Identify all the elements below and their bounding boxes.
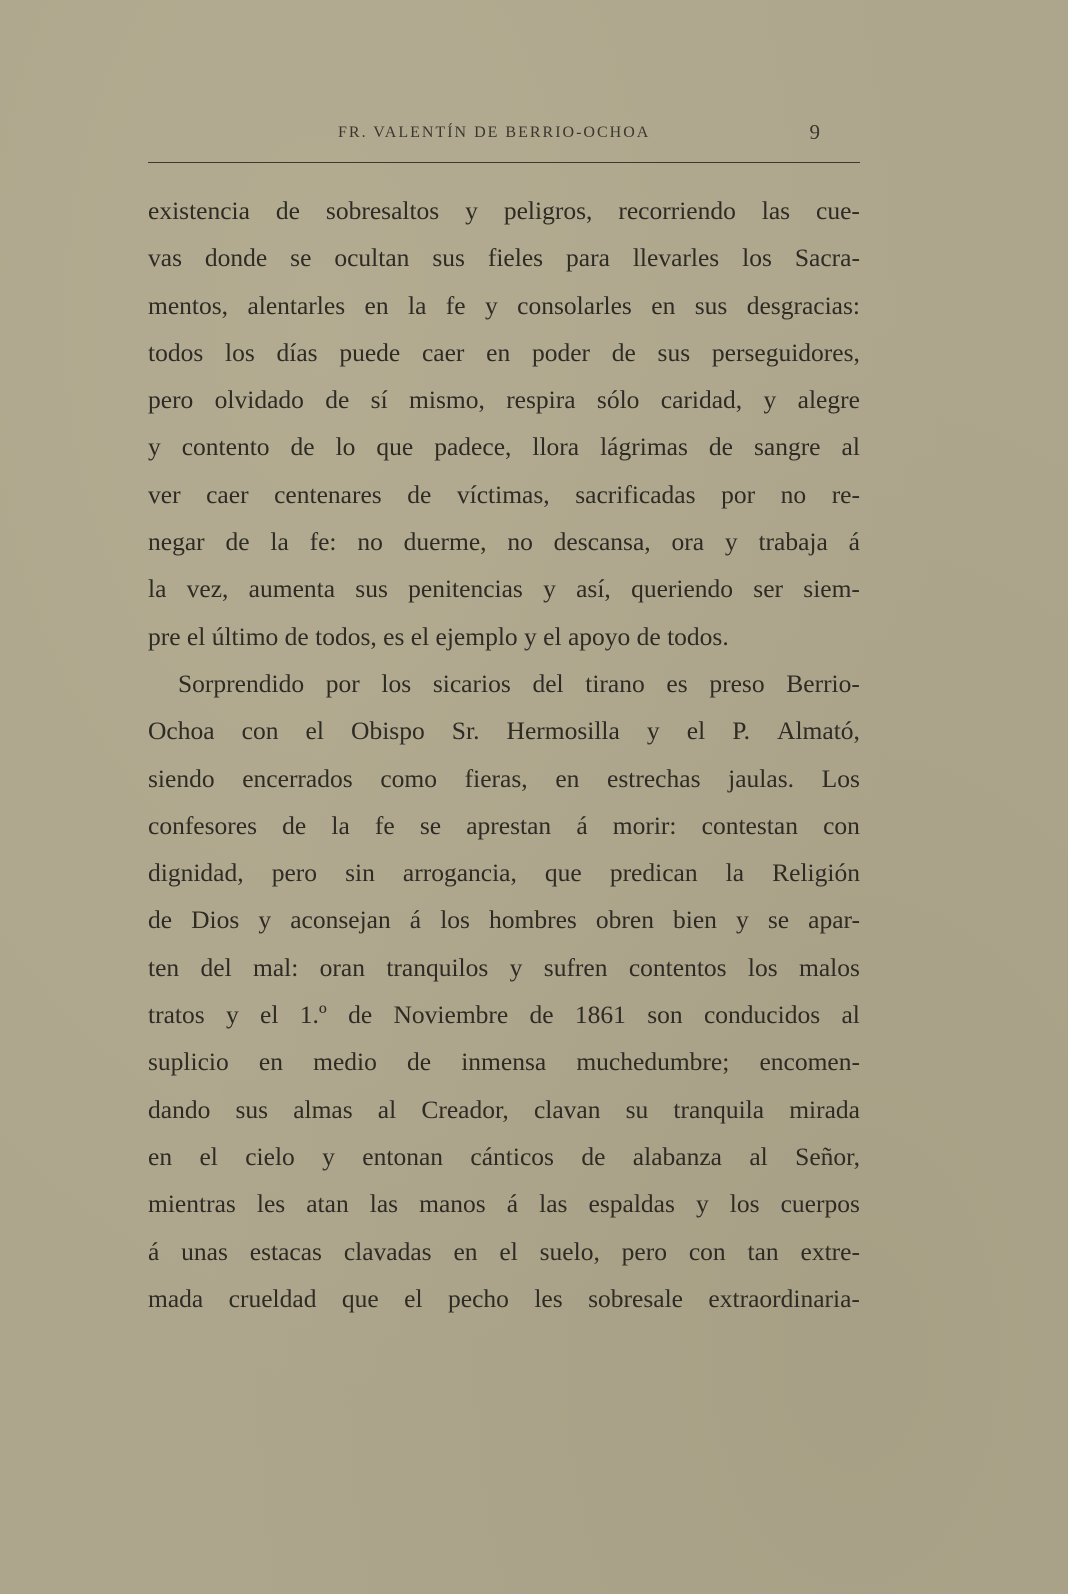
word: tirano bbox=[585, 668, 645, 698]
word: padece, bbox=[434, 432, 512, 462]
word: fieles bbox=[487, 243, 544, 273]
word: las bbox=[539, 1189, 568, 1219]
word: sobresale bbox=[588, 1283, 683, 1313]
word: fe bbox=[374, 810, 395, 840]
word: les bbox=[256, 1189, 286, 1219]
word: Los bbox=[821, 763, 860, 793]
word: con bbox=[823, 810, 860, 840]
word: de bbox=[581, 1141, 606, 1171]
word: tranquila bbox=[673, 1094, 765, 1124]
word: apar- bbox=[808, 905, 860, 935]
word: el bbox=[199, 1141, 218, 1171]
text-line bbox=[148, 1180, 860, 1227]
word: extre- bbox=[800, 1236, 860, 1266]
word: donde bbox=[204, 243, 268, 273]
word: mismo, bbox=[409, 385, 485, 415]
word: su bbox=[625, 1094, 649, 1124]
word: vas bbox=[148, 243, 182, 273]
word: el bbox=[686, 716, 706, 746]
text-line bbox=[148, 329, 860, 376]
word: que bbox=[544, 858, 582, 888]
word: al bbox=[377, 1094, 397, 1124]
word: así, bbox=[576, 574, 611, 604]
word: siem- bbox=[803, 574, 860, 604]
word: ten bbox=[148, 952, 180, 982]
word: y bbox=[148, 432, 161, 462]
word: penitencias bbox=[408, 574, 523, 604]
word: arrogancia, bbox=[402, 858, 517, 888]
word: existencia bbox=[148, 196, 250, 225]
word: lágrimas bbox=[600, 432, 688, 462]
word: medio bbox=[313, 1047, 377, 1077]
word: Berrio- bbox=[786, 668, 860, 698]
word: sin bbox=[345, 858, 375, 888]
word: cue- bbox=[816, 196, 860, 225]
text-line bbox=[148, 187, 860, 234]
word: en bbox=[555, 763, 580, 793]
word: encerrados bbox=[242, 763, 353, 793]
word: Almató, bbox=[777, 716, 860, 746]
word: sacrificadas bbox=[575, 479, 696, 509]
running-title: FR. VALENTÍN DE BERRIO-OCHOA bbox=[338, 124, 651, 141]
word: aprestan bbox=[466, 810, 552, 840]
word: del bbox=[200, 952, 232, 982]
word: oran bbox=[319, 952, 365, 982]
word: consolarles bbox=[517, 290, 632, 320]
word: tan bbox=[747, 1236, 779, 1266]
word: Sacra- bbox=[794, 243, 860, 273]
word: las bbox=[761, 196, 791, 225]
word: muchedumbre; bbox=[576, 1047, 730, 1077]
word: Señor, bbox=[795, 1141, 860, 1171]
word: cánticos bbox=[470, 1141, 554, 1171]
word: del bbox=[532, 668, 564, 698]
word: sus bbox=[657, 337, 691, 367]
word: cuerpos bbox=[780, 1189, 860, 1219]
word: pero bbox=[271, 858, 317, 888]
word: al bbox=[749, 1141, 768, 1171]
text-line bbox=[148, 565, 860, 612]
word: por bbox=[325, 668, 360, 698]
word: son bbox=[647, 1000, 683, 1030]
page-number: 9 bbox=[809, 120, 820, 144]
word: sufren bbox=[543, 952, 608, 982]
word: y bbox=[509, 952, 523, 982]
word: pecho bbox=[448, 1283, 509, 1313]
word: morir: bbox=[612, 810, 677, 840]
word: suplicio bbox=[148, 1047, 229, 1077]
word: caer bbox=[421, 337, 465, 367]
word: P. bbox=[732, 716, 750, 746]
word: se bbox=[767, 905, 790, 935]
word: se bbox=[419, 810, 442, 840]
word: inmensa bbox=[461, 1047, 547, 1077]
word: por bbox=[721, 479, 756, 509]
word: atan bbox=[306, 1189, 349, 1219]
word: los bbox=[742, 243, 772, 273]
text-line bbox=[148, 1038, 860, 1085]
word: en bbox=[486, 337, 511, 367]
word: preso bbox=[709, 668, 765, 698]
text-line bbox=[148, 1228, 860, 1275]
word: días bbox=[276, 337, 318, 367]
word: mada bbox=[148, 1283, 204, 1313]
word: el bbox=[260, 1000, 279, 1030]
word: y bbox=[646, 716, 660, 746]
word: y bbox=[695, 1189, 709, 1219]
word: la bbox=[408, 290, 427, 320]
word: y bbox=[322, 1141, 335, 1171]
word: sus bbox=[355, 574, 388, 604]
word: las bbox=[369, 1189, 399, 1219]
word: á bbox=[506, 1189, 519, 1219]
word: perseguidores, bbox=[711, 337, 860, 367]
word: obren bbox=[595, 905, 654, 935]
word: tratos bbox=[148, 1000, 205, 1030]
word: á bbox=[848, 527, 860, 557]
word: de bbox=[529, 1000, 554, 1030]
word: unas bbox=[181, 1236, 228, 1266]
word: manos bbox=[419, 1189, 486, 1219]
word: Dios bbox=[191, 905, 240, 935]
text-line bbox=[148, 660, 860, 707]
word: á bbox=[148, 1236, 160, 1266]
word: clavan bbox=[533, 1094, 601, 1124]
text-line bbox=[148, 991, 860, 1038]
word: Sorprendido bbox=[178, 668, 305, 698]
word: en bbox=[453, 1236, 478, 1266]
word: sólo bbox=[596, 385, 640, 415]
word: olvidado bbox=[214, 385, 304, 415]
word: en bbox=[148, 1141, 173, 1171]
word: Noviembre bbox=[393, 1000, 509, 1030]
word: llevarles bbox=[632, 243, 720, 273]
text-line bbox=[148, 849, 860, 896]
word: los bbox=[381, 668, 412, 698]
word: sus bbox=[432, 243, 465, 273]
word: desgracias: bbox=[746, 290, 860, 320]
word: Sr. bbox=[451, 716, 480, 746]
word: jaulas. bbox=[728, 763, 795, 793]
word: es bbox=[666, 668, 688, 698]
word: la bbox=[331, 810, 350, 840]
word: sus bbox=[235, 1094, 269, 1124]
text-line bbox=[148, 471, 860, 518]
word: malos bbox=[799, 952, 860, 982]
word: caridad, bbox=[660, 385, 743, 415]
word: ocultan bbox=[334, 243, 410, 273]
word: almas bbox=[293, 1094, 353, 1124]
word: el bbox=[305, 716, 324, 746]
word: de bbox=[282, 810, 307, 840]
text-line bbox=[148, 423, 860, 470]
word: llora bbox=[532, 432, 580, 462]
text-line bbox=[148, 613, 860, 660]
word: contestan bbox=[701, 810, 798, 840]
text-line bbox=[148, 234, 860, 281]
word: no bbox=[780, 479, 807, 509]
word: de bbox=[708, 432, 733, 462]
word: Obispo bbox=[351, 716, 425, 746]
word: y bbox=[736, 905, 749, 935]
word: la bbox=[725, 858, 745, 888]
word: y bbox=[465, 196, 478, 225]
word: pero bbox=[621, 1236, 667, 1266]
word: ser bbox=[753, 574, 784, 604]
word: Religión bbox=[772, 858, 860, 888]
word: sí bbox=[370, 385, 388, 415]
word: á bbox=[409, 905, 422, 935]
word: extraordinaria- bbox=[708, 1283, 860, 1313]
word: centenares bbox=[274, 479, 382, 509]
word: y bbox=[485, 290, 498, 320]
word: de bbox=[325, 385, 350, 415]
word: dando bbox=[148, 1094, 211, 1124]
word: peligros, bbox=[503, 196, 593, 225]
word: los bbox=[729, 1189, 760, 1219]
word: descansa, bbox=[553, 527, 651, 557]
word: de bbox=[148, 905, 173, 935]
text-line bbox=[148, 896, 860, 943]
word: de bbox=[348, 1000, 373, 1030]
word: clavadas bbox=[343, 1236, 432, 1266]
word: alentarles bbox=[247, 290, 346, 320]
word: los bbox=[747, 952, 778, 982]
word: los bbox=[440, 905, 470, 935]
word: alegre bbox=[797, 385, 860, 415]
word: encomen- bbox=[759, 1047, 860, 1077]
word: conducidos bbox=[703, 1000, 821, 1030]
word: mal: bbox=[253, 952, 299, 982]
word: cielo bbox=[245, 1141, 295, 1171]
text-line bbox=[148, 1133, 860, 1180]
word: fe bbox=[445, 290, 466, 320]
word: bien bbox=[673, 905, 717, 935]
word: sus bbox=[694, 290, 728, 320]
word: los bbox=[225, 337, 255, 367]
word: se bbox=[290, 243, 312, 273]
word: 1.º bbox=[299, 1000, 327, 1030]
word: ora bbox=[671, 527, 705, 557]
word: sangre bbox=[753, 432, 821, 462]
word: suelo, bbox=[539, 1236, 600, 1266]
word: predican bbox=[609, 858, 698, 888]
word: con bbox=[241, 716, 279, 746]
word: aumenta bbox=[248, 574, 336, 604]
word: en bbox=[258, 1047, 283, 1077]
word: no bbox=[357, 527, 383, 557]
text-line bbox=[148, 1086, 860, 1133]
word: al bbox=[841, 1000, 860, 1030]
word: vez, bbox=[186, 574, 229, 604]
word: recorriendo bbox=[618, 196, 736, 225]
word: entonan bbox=[362, 1141, 444, 1171]
text-line bbox=[148, 944, 860, 991]
word: respira bbox=[506, 385, 576, 415]
word: Creador, bbox=[421, 1094, 509, 1124]
word: mentos, bbox=[148, 290, 229, 320]
word: trabaja bbox=[758, 527, 828, 557]
word: la bbox=[148, 574, 167, 604]
word: que bbox=[376, 432, 414, 462]
word: y bbox=[225, 1000, 239, 1030]
word: confesores bbox=[148, 810, 258, 840]
word: caer bbox=[206, 479, 249, 509]
word: de bbox=[407, 479, 432, 509]
word: en bbox=[364, 290, 389, 320]
body-text bbox=[148, 187, 868, 1322]
word: aconsejan bbox=[290, 905, 391, 935]
word: y bbox=[543, 574, 556, 604]
word: Hermosilla bbox=[506, 716, 620, 746]
text-line bbox=[148, 755, 860, 802]
word: contento bbox=[181, 432, 270, 462]
word: de bbox=[275, 196, 300, 225]
word: la bbox=[270, 527, 289, 557]
word: que bbox=[341, 1283, 379, 1313]
text-line bbox=[148, 376, 860, 423]
word: duerme, bbox=[403, 527, 487, 557]
word: de bbox=[611, 337, 636, 367]
word: puede bbox=[339, 337, 401, 367]
word: el bbox=[404, 1283, 423, 1313]
word: lo bbox=[335, 432, 356, 462]
word: hombres bbox=[489, 905, 577, 935]
word: de bbox=[290, 432, 315, 462]
word: al bbox=[841, 432, 860, 462]
word: y bbox=[258, 905, 272, 935]
text-line-content: pre el último de todos, es el ejemplo y el apoyo de todos. bbox=[148, 621, 729, 651]
word: re- bbox=[831, 479, 860, 509]
text-line bbox=[148, 518, 860, 565]
word: estrechas bbox=[607, 763, 701, 793]
word: tranquilos bbox=[386, 952, 489, 982]
running-head bbox=[148, 120, 860, 150]
word: contentos bbox=[628, 952, 727, 982]
word: como bbox=[380, 763, 437, 793]
word: á bbox=[576, 810, 588, 840]
word: fe: bbox=[309, 527, 337, 557]
word: y bbox=[724, 527, 738, 557]
word: ver bbox=[148, 479, 181, 509]
word: dignidad, bbox=[148, 858, 244, 888]
word: el bbox=[499, 1236, 518, 1266]
word: espaldas bbox=[588, 1189, 675, 1219]
word: en bbox=[651, 290, 676, 320]
text-line bbox=[148, 1275, 860, 1322]
word: crueldad bbox=[228, 1283, 317, 1313]
word: de bbox=[225, 527, 250, 557]
word: queriendo bbox=[631, 574, 734, 604]
word: negar bbox=[148, 527, 205, 557]
word: les bbox=[534, 1283, 563, 1313]
text-line bbox=[148, 802, 860, 849]
word: pero bbox=[148, 385, 194, 415]
word: 1861 bbox=[574, 1000, 626, 1030]
word: mirada bbox=[789, 1094, 860, 1124]
word: víctimas, bbox=[456, 479, 550, 509]
word: Ochoa bbox=[148, 716, 215, 746]
word: no bbox=[507, 527, 533, 557]
header-rule bbox=[148, 162, 860, 163]
word: estacas bbox=[249, 1236, 322, 1266]
word: poder bbox=[531, 337, 590, 367]
word: de bbox=[407, 1047, 432, 1077]
word: alabanza bbox=[632, 1141, 722, 1171]
word: mientras bbox=[148, 1189, 236, 1219]
word: sobresaltos bbox=[325, 196, 440, 225]
word: para bbox=[566, 243, 610, 273]
word: y bbox=[763, 385, 777, 415]
text-line bbox=[148, 707, 860, 754]
word: siendo bbox=[148, 763, 215, 793]
word: todos bbox=[148, 337, 204, 367]
word: fieras, bbox=[464, 763, 528, 793]
word: con bbox=[688, 1236, 726, 1266]
word: sicarios bbox=[432, 668, 511, 698]
text-line bbox=[148, 282, 860, 329]
